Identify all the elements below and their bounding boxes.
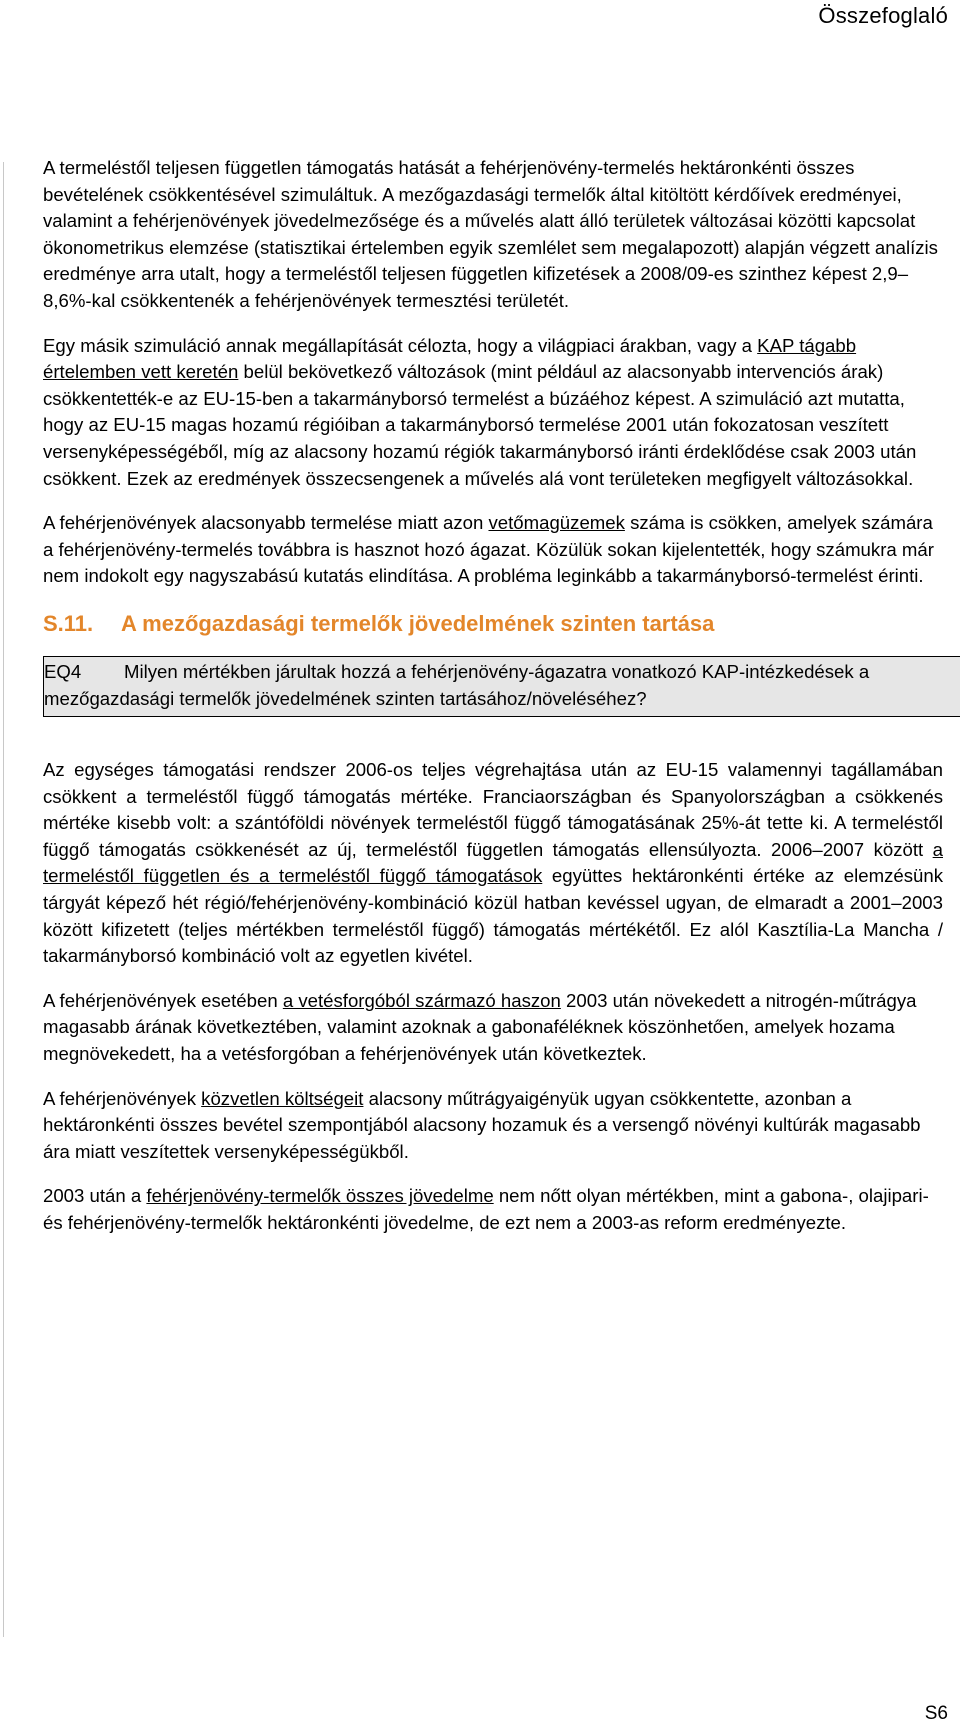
text-run: nem nőtt olyan mértékben, mint a gabona-, olajipari- és fehérjenövény-termelők hektáronkénti jövedelme, de ezt nem a 2003-as reform eredményezte. [43,1185,929,1233]
text-run: belül bekövetkező változások (mint például az alacsonyabb intervenciós árak) csökkentették-e az EU-15-ben a takarmányborsó termelést a búzáéhoz képest. A szimuláció azt mutatta, hogy az EU-15 magas hozamú régióiban a takarmányborsó termelése 2001 után fokozatosan veszített versenyképességéből, míg az alacsony hozamú régiók takarmányborsó iránti érdeklődése csak 2003 után csökkent. Ezek az eredmények összecsengenek a művelés alá vont területeken megfigyelt változásokkal. [43,361,917,489]
text-run: A fehérjenövények [43,1087,202,1109]
paragraph-second-simulation [43,333,943,493]
page-header-title: Összefoglaló [818,3,948,28]
section-heading [43,610,943,638]
section-number: S.11. [43,610,94,636]
text-run: Egy másik szimuláció annak megállapítását célozta, hogy a világpiaci árakban, vagy a [43,334,758,356]
margin-bar [3,162,4,1637]
question-text: Milyen mértékben járultak hozzá a fehérjenövény-ágazatra vonatkozó KAP-intézkedések a mezőgazdasági termelők jövedelmének szinten tartásához/növeléséhez? [44,660,870,709]
paragraph-simulation: A termeléstől teljesen független támogatás hatását a fehérjenövény-termelés hektáronkénti összes bevételének csökkentésével szimuláltuk. A mezőgazdasági termelők által kitöltött kérdőívek eredményei, valamint a fehérjenövények jövedelmezősége és a művelés alatt álló területek változásai közötti kapcsolat ökonometrikus elemzése (statisztikai értelemben egyik szemlélet sem megalapozott) alapján végzett analízis eredménye arra utalt, hogy a termeléstől teljesen független kifizetések a 2008/09-es szinthez képest 2,9–8,6%-kal csökkentenék a fehérjenövények termesztési területét. [43,157,938,311]
underlined-term: fehérjenövény-termelők összes jövedelme [146,1185,494,1207]
underlined-term: a termeléstől független és a termeléstől függő támogatások [43,838,943,887]
text-run: 2003 után növekedett a nitrogén-műtrágya magasabb árának következtében, valamint azoknak a gabonaféléknek köszönhetően, amelyek hozama megnövekedett, ha a vetésforgóban a fehérjenövények után következtek. [43,989,917,1065]
section-title: A mezőgazdasági termelők jövedelmének szinten tartása [121,610,715,636]
text-run: száma is csökken, amelyek számára a fehérjenövény-termelés továbbra is hasznot hozó ágazat. Közülük sokan kijelentették, hogy számukra már nem indokolt egy nagyszabású kutatás elindítása. A probléma leginkább a takarmányborsó-termelést érinti. [43,512,934,587]
answer-paragraph-3 [43,1086,943,1166]
text-run: 2003 után a [43,1185,147,1207]
text-run: Az egységes támogatási rendszer 2006-os teljes végrehajtása után az EU-15 valamennyi tagállamában csökkent a termeléstől függő támogatás mértéke. Franciaországban és Spanyolországban a csökkenés mértéke kisebb volt: a szántóföldi növények termeléstől függő támogatásának 25%-át tette ki. A termeléstől függő támogatás csökkenését az új, termeléstől független támogatás ellensúlyozta. 2006–2007 között [43,759,943,860]
text-run: A fehérjenövények alacsonyabb termelése miatt azon [43,512,489,534]
answer-paragraph-1 [43,757,943,970]
answer-paragraph-2 [43,988,943,1068]
underlined-term: KAP tágabb értelemben vett keretén [43,334,857,383]
answer-paragraph-4 [43,1183,943,1236]
document-body [43,155,943,1255]
text-run: A fehérjenövények esetében [43,989,283,1011]
text-run: alacsony műtrágyaigényük ugyan csökkentette, azonban a hektáronkénti összes bevétel szempontjából alacsony hozamuk és a versengő növényi kultúrák magasabb ára miatt veszítettek versenyképességükből. [43,1087,921,1162]
page-number: S6 [924,1703,948,1724]
underlined-term: közvetlen költségeit [201,1087,364,1109]
paragraph-seed-companies [43,510,943,590]
evaluation-question-box [43,656,960,717]
underlined-term: a vetésforgóból származó haszon [282,989,561,1011]
text-run: együttes hektáronkénti értéke az elemzésünk tárgyát képező hét régió/fehérjenövény-kombináció közül hatban kevéssel ugyan, de elmaradt a 2001–2003 között kifizetett (teljes mértékben termeléstől függő) támogatás mértékétől. Ez alól Kasztília-La Mancha / takarmányborsó kombináció volt az egyetlen kivétel. [43,865,944,967]
underlined-term: vetőmagüzemek [488,512,625,534]
question-code: EQ4 [44,660,82,682]
